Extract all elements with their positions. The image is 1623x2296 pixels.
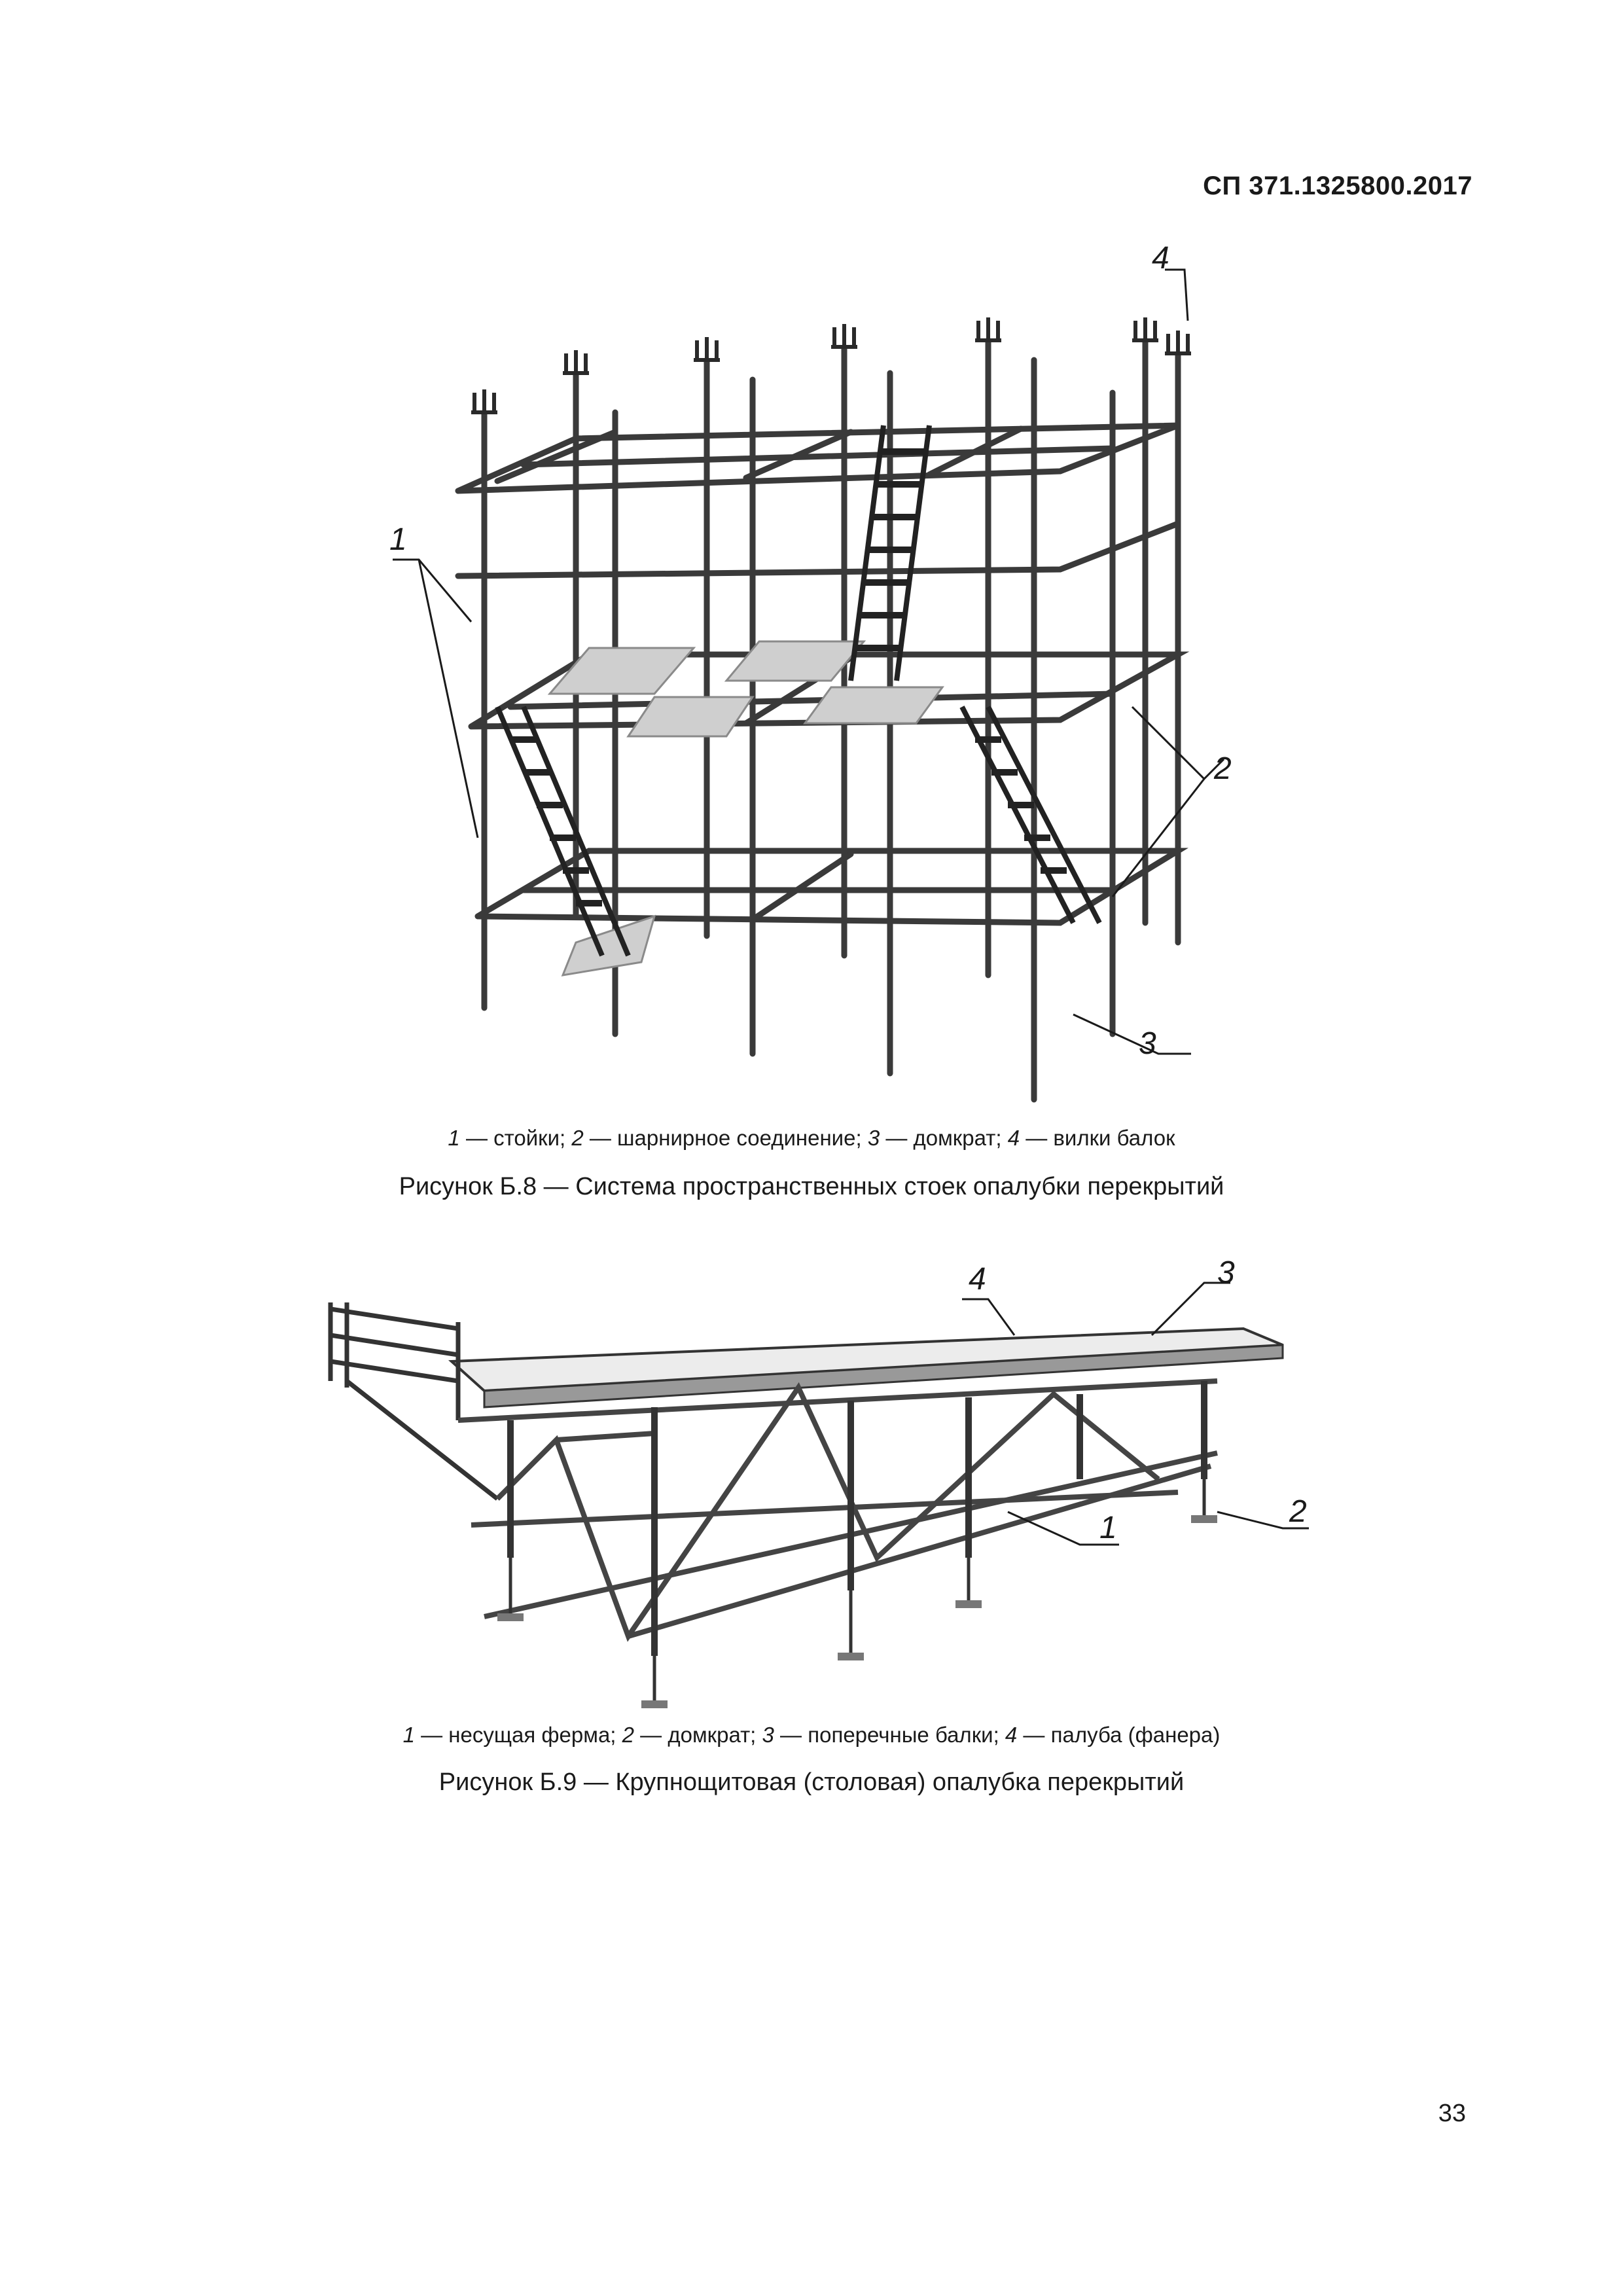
legend-num-1: 1 [448,1126,460,1150]
legend-text-4: — палуба (фанера) [1017,1723,1221,1747]
legend-num-1: 1 [402,1723,415,1747]
figure-b8-caption: Рисунок Б.8 — Система пространственных стоек опалубки перекрытий [399,1173,1224,1200]
legend-text-1: — несущая ферма; [414,1723,622,1747]
figure-b8-scaffold-drawing [0,241,1623,1113]
legend-text-1: — стойки; [459,1126,572,1150]
document-code: СП 371.1325800.2017 [1203,171,1472,200]
legend-text-3: — домкрат; [880,1126,1008,1150]
figure-b9-table-formwork-drawing [0,1250,1623,1708]
figure-b8-legend [0,1126,1623,1151]
legend-text-4: — вилки балок [1020,1126,1175,1150]
legend-text-3: — поперечные балки; [774,1723,1005,1747]
legend-text-2: — домкрат; [634,1723,762,1747]
legend-num-2: 2 [622,1723,635,1747]
callout-3: 3 [1217,1255,1235,1290]
table-formwork-illustration [0,1250,1623,1708]
callout-3: 3 [1139,1026,1156,1061]
legend-num-3: 3 [867,1126,880,1150]
legend-num-2: 2 [571,1126,584,1150]
scaffold-illustration [0,241,1623,1113]
callout-1: 1 [1099,1511,1117,1545]
callout-1: 1 [389,522,407,557]
legend-num-4: 4 [1005,1723,1018,1747]
legend-num-4: 4 [1007,1126,1020,1150]
legend-num-3: 3 [762,1723,774,1747]
figure-b9-legend [0,1723,1623,1748]
callout-4: 4 [969,1262,986,1297]
page-number: 33 [1438,2100,1466,2127]
legend-text-2: — шарнирное соединение; [583,1126,868,1150]
callout-2: 2 [1214,751,1232,786]
callout-2: 2 [1289,1494,1307,1529]
callout-4: 4 [1152,241,1169,276]
figure-b9-caption: Рисунок Б.9 — Крупнощитовая (столовая) опалубка перекрытий [438,1768,1185,1796]
